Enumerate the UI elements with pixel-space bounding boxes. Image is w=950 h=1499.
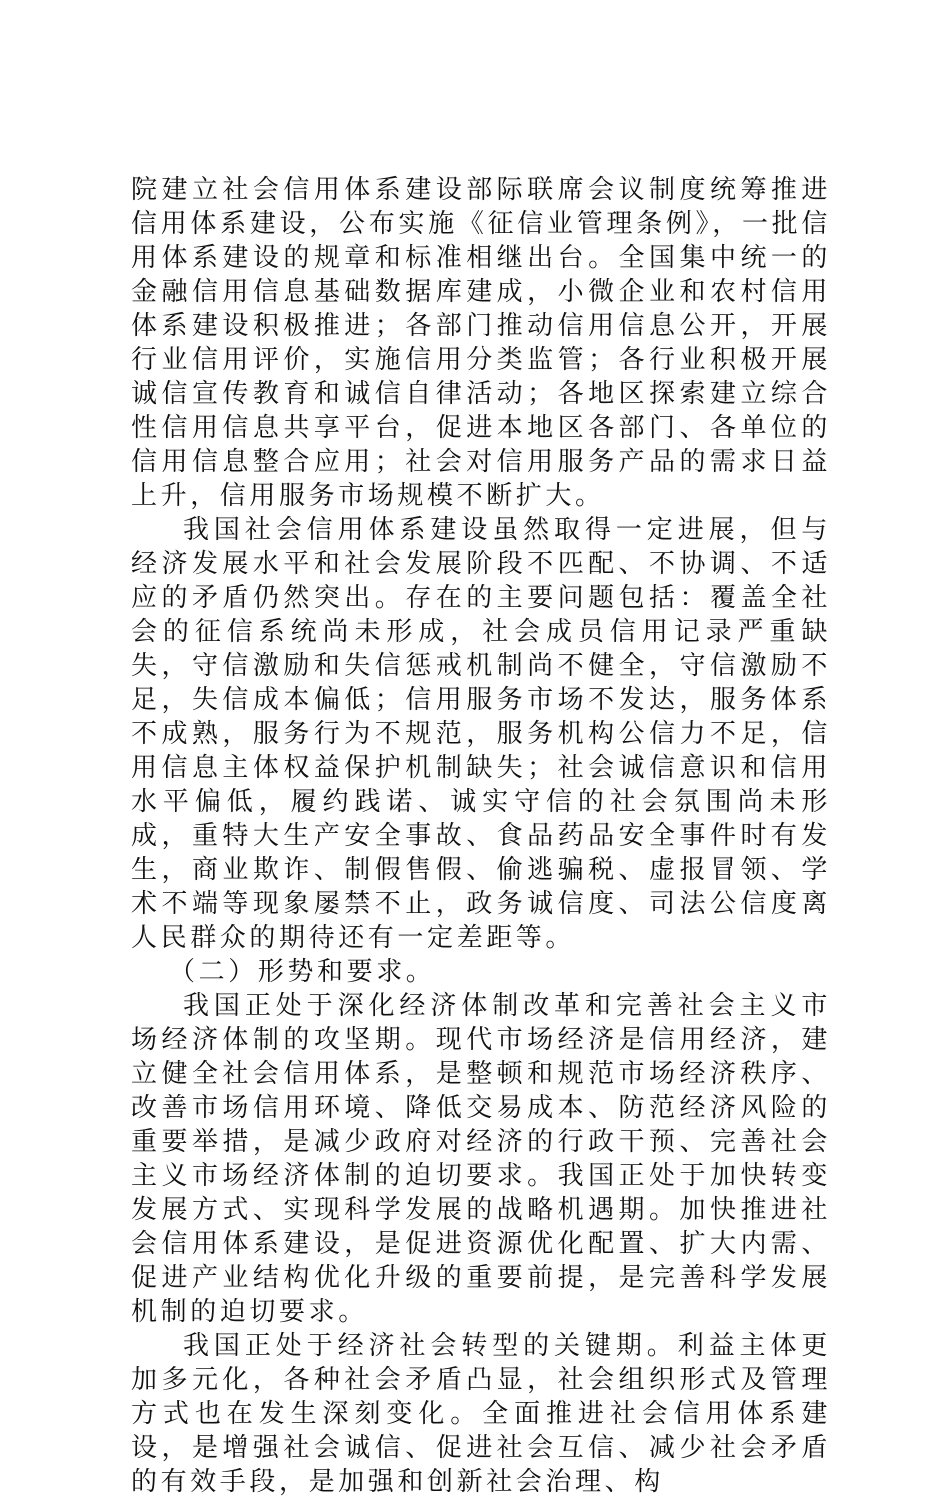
- paragraph-social-transition: 我国正处于经济社会转型的关键期。利益主体更加多元化，各种社会矛盾凸显，社会组织形式及管理方式也在发生深刻变化。全面推进社会信用体系建设，是增强社会诚信、促进社会互信、减少社会矛盾的有效手段，是加强和创新社会治理、构: [131, 1331, 831, 1497]
- paragraph-continuation: 院建立社会信用体系建设部际联席会议制度统筹推进信用体系建设，公布实施《征信业管理条例》，一批信用体系建设的规章和标准相继出台。全国集中统一的金融信用信息基础数据库建成，小微企业和农村信用体系建设积极推进；各部门推动信用信息公开，开展行业信用评价，实施信用分类监管；各行业积极开展诚信宣传教育和诚信自律活动；各地区探索建立综合性信用信息共享平台，促进本地区各部门、各单位的信用信息整合应用；社会对信用服务产品的需求日益上升，信用服务市场规模不断扩大。: [131, 175, 831, 511]
- section-heading-situation: （二）形势和要求。: [169, 957, 436, 987]
- paragraph-problems: 我国社会信用体系建设虽然取得一定进展，但与经济发展水平和社会发展阶段不匹配、不协调、不适应的矛盾仍然突出。存在的主要问题包括：覆盖全社会的征信系统尚未形成，社会成员信用记录严重缺失，守信激励和失信惩戒机制尚不健全，守信激励不足，失信成本偏低；信用服务市场不发达，服务体系不成熟，服务行为不规范，服务机构公信力不足，信用信息主体权益保护机制缺失；社会诚信意识和信用水平偏低，履约践诺、诚实守信的社会氛围尚未形成，重特大生产安全事故、食品药品安全事件时有发生，商业欺诈、制假售假、偷逃骗税、虚报冒领、学术不端等现象屡禁不止，政务诚信度、司法公信度离人民群众的期待还有一定差距等。: [131, 515, 831, 953]
- document-body: [131, 173, 831, 1499]
- paragraph-economic-reform: 我国正处于深化经济体制改革和完善社会主义市场经济体制的攻坚期。现代市场经济是信用经济，建立健全社会信用体系，是整顿和规范市场经济秩序、改善市场信用环境、降低交易成本、防范经济风险的重要举措，是减少政府对经济的行政干预、完善社会主义市场经济体制的迫切要求。我国正处于加快转变发展方式、实现科学发展的战略机遇期。加快推进社会信用体系建设，是促进资源优化配置、扩大内需、促进产业结构优化升级的重要前提，是完善科学发展机制的迫切要求。: [131, 991, 831, 1327]
